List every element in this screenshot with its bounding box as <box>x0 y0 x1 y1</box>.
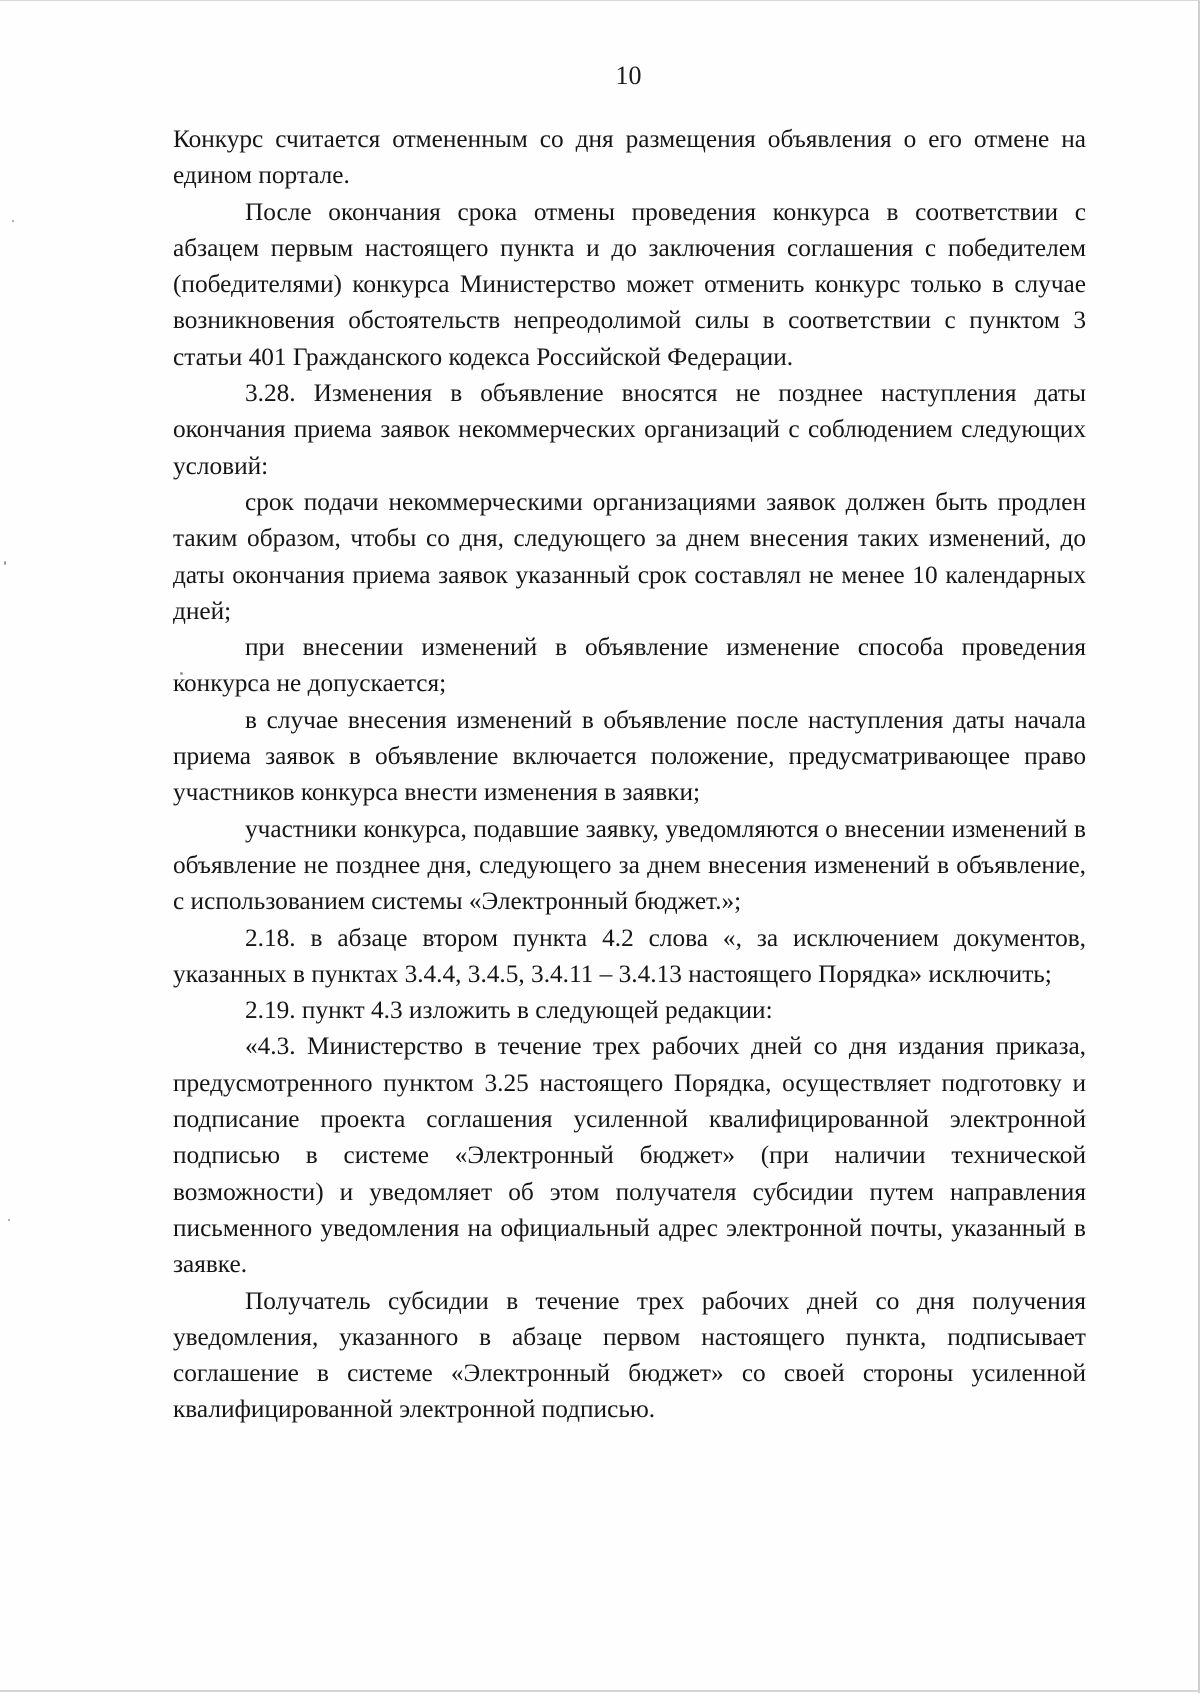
scan-speck <box>12 220 14 222</box>
paragraph-5: при внесении изменений в объявление изменение способа проведения конкурса не допускается; <box>173 633 1086 698</box>
paragraph-4: срок подачи некоммерческими организациями заявок должен быть продлен таким образом, чтобы со дня, следующего за днем внесения таких изменений, до даты окончания приема заявок указанный срок составлял не менее 10 календарных дней; <box>173 487 1086 625</box>
paragraph-8: 2.18. в абзаце втором пункта 4.2 слова «, за исключением документов, указанных в пунктах 3.4.4, 3.4.5, 3.4.11 – 3.4.13 настоящего Порядка» исключить; <box>173 923 1086 988</box>
paragraph-9: 2.19. пункт 4.3 изложить в следующей редакции: <box>245 996 773 1025</box>
paragraph-10: «4.3. Министерство в течение трех рабочих дней со дня издания приказа, предусмотренного пунктом 3.25 настоящего Порядка, осуществляет подготовку и подписание проекта соглашения усиленной квалифицированной электронной подписью в системе «Электронный бюджет» (при наличии технической возможности) и уведомляет об этом получателя субсидии путем направления письменного уведомления на официальный адрес электронной почты, указанный в заявке. <box>173 1032 1086 1279</box>
page-number: 10 <box>615 61 642 90</box>
scan-speck <box>8 1219 10 1221</box>
document-body <box>173 121 1086 1428</box>
paragraph-6: в случае внесения изменений в объявление после наступления даты начала приема заявок в объявление включается положение, предусматривающее право участников конкурса внести изменения в заявки; <box>173 705 1086 807</box>
paragraph-11: Получатель субсидии в течение трех рабочих дней со дня получения уведомления, указанного в абзаце первом настоящего пункта, подписывает соглашение в системе «Электронный бюджет» со своей стороны усиленной квалифицированной электронной подписью. <box>173 1286 1086 1424</box>
paragraph-3: 3.28. Изменения в объявление вносятся не позднее наступления даты окончания приема заявок некоммерческих организаций с соблюдением следующих условий: <box>173 379 1086 480</box>
scan-speck <box>4 561 6 565</box>
paragraph-1: Конкурс считается отмененным со дня размещения объявления о его отмене на едином портале. <box>173 125 1086 190</box>
paragraph-2: После окончания срока отмены проведения конкурса в соответствии с абзацем первым настоящего пункта и до заключения соглашения с победителем (победителями) конкурса Министерство может отменить конкурс только в случае возникновения обстоятельств непреодолимой силы в соответствии с пунктом 3 статьи 401 Гражданского кодекса Российской Федерации. <box>173 197 1086 371</box>
paragraph-7: участники конкурса, подавшие заявку, уведомляются о внесении изменений в объявление не позднее дня, следующего за днем внесения изменений в объявление, с использованием системы «Электронный бюджет.»; <box>173 814 1086 916</box>
